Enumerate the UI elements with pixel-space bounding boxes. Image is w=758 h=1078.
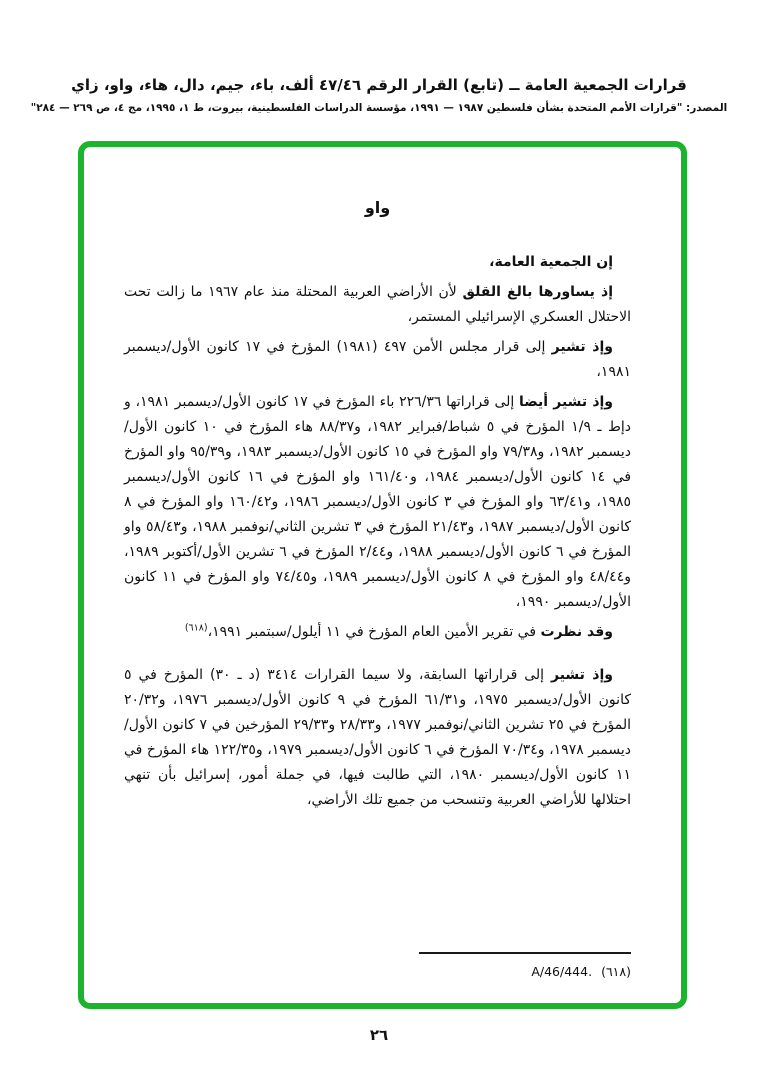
paragraph-lead: إن الجمعية العامة، — [489, 254, 613, 270]
page-number: ٢٦ — [369, 1026, 389, 1044]
page-header — [0, 0, 758, 114]
source-citation: المصدر: "قرارات الأمم المتحدة بشأن فلسطين ١٩٨٧ — ١٩٩١، مؤسسة الدراسات الفلسطينية، بيروت، ط ١، ١٩٩٥، مج ٤، ص ٢٦٩ — ٢٨٤" — [30, 102, 728, 114]
paragraph-lead: وإذ تشير — [551, 667, 613, 683]
paragraph-text: إلى قرار مجلس الأمن ٤٩٧ (١٩٨١) المؤرخ في ١٧ كانون الأول/ديسمبر ١٩٨١، — [124, 339, 631, 380]
document-title: قرارات الجمعية العامة ــ (تابع) القرار الرقم ٤٧/٤٦ ألف، باء، جيم، دال، هاء، واو، زاي — [71, 76, 687, 94]
paragraph-lead: إذ يساورها بالغ القلق — [462, 284, 614, 300]
paragraph-lead: وقد نظرت — [540, 624, 613, 640]
section-letter-heading: واو — [364, 198, 391, 217]
paragraph-concern — [124, 280, 631, 330]
paragraph-recall-resolutions — [124, 390, 631, 615]
paragraph-considered-report — [124, 620, 631, 645]
paragraph-recall-previous-resolutions — [124, 663, 631, 813]
paragraph-recall-security-council — [124, 335, 631, 385]
paragraph-text: إلى قراراتها السابقة، ولا سيما القرارات ٣٤١٤ (د ـ ٣٠) المؤرخ في ٥ كانون الأول/ديسمبر ١٩٧٥، و٦١/٣١ المؤرخ في ٩ كانون الأول/ديسمبر ١٩٧٦، و٢٠/٣٢ المؤرخ في ٢٥ تشرين الثاني/نوفمبر ١٩٧٧، و٢٨/٣٣ و٢٩/٣٣ المؤرخين في ٧ كانون الأول/ديسمبر ١٩٧٨، و٧٠/٣٤ المؤرخ في ٦ كانون الأول/ديسمبر ١٩٧٩، و١٢٢/٣٥ هاء المؤرخ في ١١ كانون الأول/ديسمبر ١٩٨٠، التي طالبت فيها، في جملة أمور، إسرائيل بأن تنهي احتلالها للأراضي العربية وتنسحب من جميع تلك الأراضي، — [124, 667, 632, 808]
resolution-text-block — [124, 195, 631, 818]
paragraph-assembly — [124, 250, 631, 275]
footnote-divider-line — [419, 952, 631, 954]
footnote-line — [124, 964, 631, 979]
paragraph-text: في تقرير الأمين العام المؤرخ في ١١ أيلول/سبتمبر ١٩٩١، — [207, 624, 541, 640]
paragraph-lead: وإذ تشير أيضا — [519, 394, 614, 410]
paragraph-text: إلى قراراتها ٢٢٦/٣٦ باء المؤرخ في ١٧ كانون الأول/ديسمبر ١٩٨١، و دإط ـ ١/٩ المؤرخ في ٥ شباط/فبراير ١٩٨٢، و٨٨/٣٧ هاء المؤرخ في ١٠ كانون الأول/ديسمبر ١٩٨٢، و٧٩/٣٨ واو المؤرخ في ١٥ كانون الأول/ديسمبر ١٩٨٣، و٩٥/٣٩ واو المؤرخ في ١٤ كانون الأول/ديسمبر ١٩٨٤، و١٦١/٤٠ واو المؤرخ في ١٦ كانون الأول/ديسمبر ١٩٨٥، و٦٣/٤١ واو المؤرخ في ٣ كانون الأول/ديسمبر ١٩٨٦، و١٦٠/٤٢ واو المؤرخ في ٨ كانون الأول/ديسمبر ١٩٨٧، و٢١/٤٣ المؤرخ في ٣ تشرين الثاني/نوفمبر ١٩٨٨، و٥٨/٤٣ واو المؤرخ في ٦ كانون الأول/ديسمبر ١٩٨٨، و٢/٤٤ المؤرخ في ٦ تشرين الأول/أكتوبر ١٩٨٩، و٤٨/٤٤ واو المؤرخ في ٨ كانون الأول/ديسمبر ١٩٨٩، و٧٤/٤٥ واو المؤرخ في ١١ كانون الأول/ديسمبر ١٩٩٠، — [124, 394, 632, 610]
footnote-un-document-symbol: A/46/444. — [531, 964, 593, 979]
footnote-reference-mark: (٦١٨) — [184, 622, 208, 634]
green-border-frame — [78, 141, 687, 1009]
footnote-area — [124, 952, 631, 981]
footnote-marker: (٦١٨) — [601, 964, 631, 979]
paragraph-lead: وإذ تشير — [551, 339, 613, 355]
paragraph-text: لأن الأراضي العربية المحتلة منذ عام ١٩٦٧ ما زالت تحت الاحتلال العسكري الإسرائيلي المستمر، — [124, 284, 631, 325]
